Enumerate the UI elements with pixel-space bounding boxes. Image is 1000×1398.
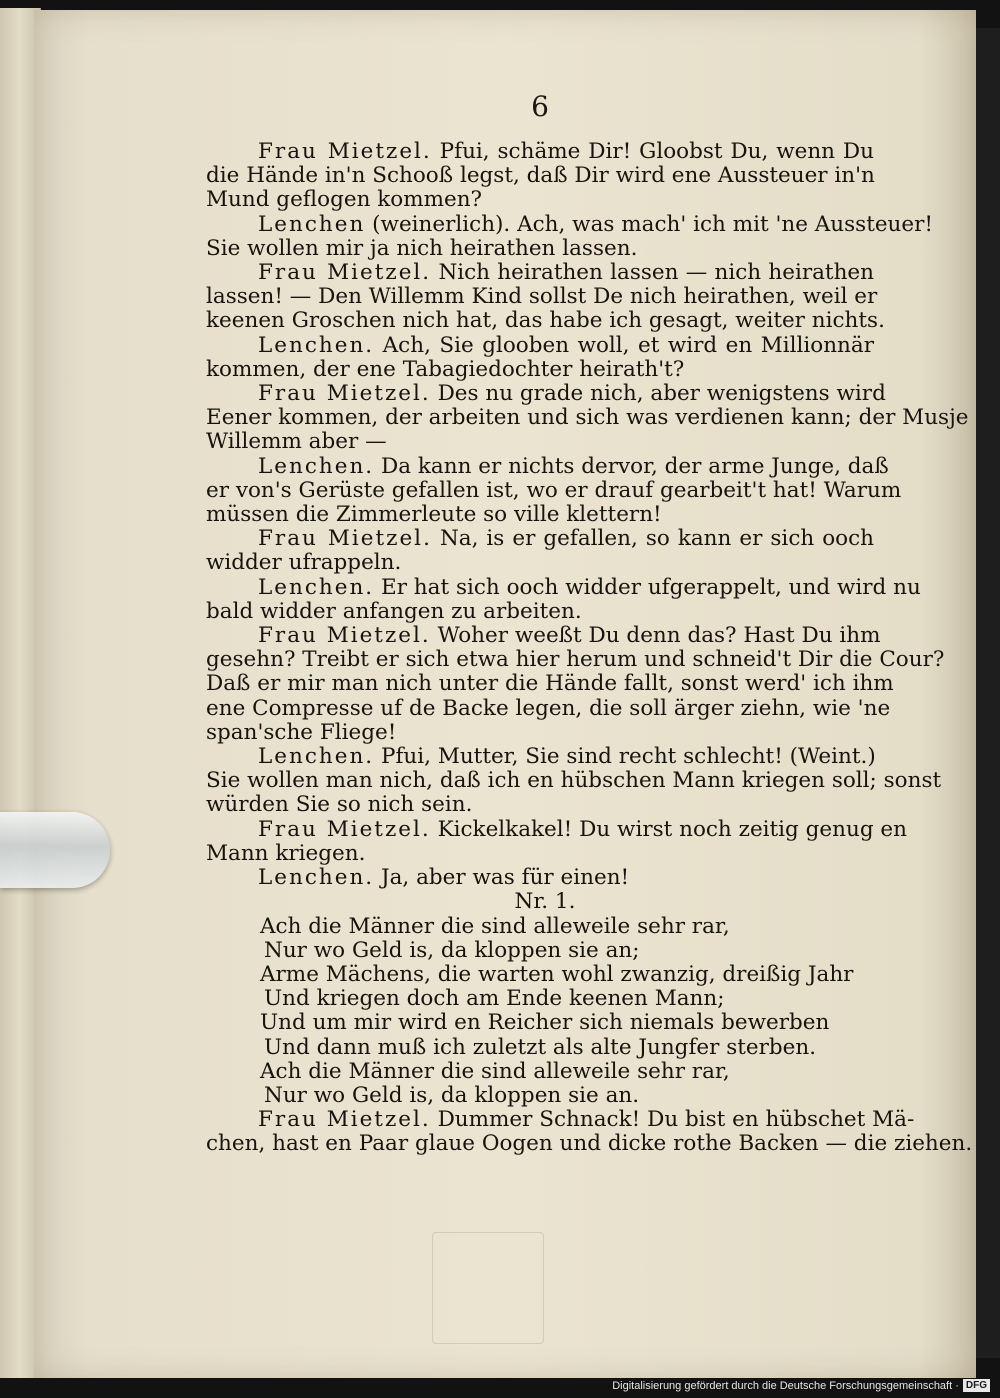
text-line [206,140,874,164]
text-line [206,551,874,575]
text-line [206,188,874,212]
line-text: Mund geflogen kommen? [206,187,483,213]
text-line [206,1131,973,1157]
text-line [206,793,874,817]
text-line [206,574,921,600]
speaker-name: Lenchen [258,211,366,237]
text-line [206,695,891,721]
text-line [206,600,874,624]
text-line [206,237,874,261]
text-line [206,721,874,745]
line-text: Er hat sich ooch widder ufgerappelt, und wird nu [381,574,921,600]
text-line [206,527,874,551]
line-text: Dummer Schnack! Du bist en hübschet Mä- [437,1107,915,1133]
speaker-name: Frau Mietzel. [258,139,432,164]
text-line [206,745,874,769]
text-line [206,334,874,358]
text-line [206,647,945,673]
page-gutter-shadow [976,28,1000,1358]
speaker-name: Lenchen. [258,574,375,600]
text-line [206,284,878,310]
line-text: Pfui, schäme Dir! Gloobst Du, wenn Du [439,139,874,164]
text-line [206,477,902,503]
page-number: 6 [531,90,549,123]
line-text: lassen! — Den Willemm Kind sollst De nich heirathen, weil er [206,284,878,310]
speaker-name: Frau Mietzel. [258,381,431,407]
line-text: span'sche Fliege! [206,719,397,745]
verse-line: Und um mir wird en Reicher sich niemals bewerben [260,1010,830,1036]
line-text: Da kann er nichts dervor, der arme Junge, daß [381,453,889,479]
text-line [206,405,969,431]
speaker-name: Frau Mietzel. [258,1107,431,1133]
speaker-name: Lenchen. [258,332,375,358]
text-line [206,1107,915,1133]
speaker-name: Lenchen. [258,453,375,479]
page-text [206,139,973,1157]
line-text: Des nu grade nich, aber wenigstens wird [437,381,886,407]
line-text: bald widder anfangen zu arbeiten. [206,598,582,624]
text-line [206,816,908,842]
speaker-name: Frau Mietzel. [258,526,432,552]
text-line [206,671,894,697]
text-line [206,453,889,479]
line-text: Ja, aber was für einen! [381,865,630,891]
line-text: keenen Groschen nich hat, das habe ich gesagt, weiter nichts. [206,308,885,334]
speaker-name: Lenchen. [258,865,375,891]
line-text: ene Compresse uf de Backe legen, die soll ärger ziehn, wie 'ne [206,695,891,721]
line-text: Eener kommen, der arbeiten und sich was verdienen kann; der Musje [206,405,969,431]
verse-line: Und kriegen doch am Ende keenen Mann; [264,986,725,1012]
text-line [206,842,874,866]
line-text: würden Sie so nich sein. [206,792,473,818]
line-text: Sie wollen mir ja nich heirathen lassen. [206,235,638,261]
line-text: er von's Gerüste gefallen ist, wo er drauf gearbeit't hat! Warum [206,477,902,503]
speaker-name: Frau Mietzel. [258,260,432,286]
line-text: widder ufrappeln. [206,550,402,576]
line-text: Pfui, Mutter, Sie sind recht schlecht! (Weint.) [381,744,876,770]
line-text: müssen die Zimmerleute so ville klettern! [206,502,662,528]
text-line [206,623,881,649]
speaker-name: Frau Mietzel. [258,623,431,649]
line-text: Willemm aber — [206,429,387,455]
text-line [206,164,874,188]
dfg-logo-icon: DFG [963,1379,990,1392]
digitization-footer [612,1379,990,1392]
song-title: Nr. 1. [514,889,576,915]
text-line [206,261,874,285]
line-text: Ach, Sie glooben woll, et wird en Millionnär [382,332,874,358]
text-line [206,768,942,794]
verse-line: Nur wo Geld is, da kloppen sie an; [264,937,640,963]
page-clip [0,812,110,888]
verse-line: Ach die Männer die sind alleweile sehr rar, [260,1058,730,1084]
line-text: Nich heirathen lassen — nich heirathen [438,260,874,286]
line-text: Kickelkakel! Du wirst noch zeitig genug en [437,816,908,842]
text-line [206,503,874,527]
text-line [206,358,874,382]
verse-line: Und dann muß ich zuletzt als alte Jungfer sterben. [264,1034,817,1060]
line-text: Mann kriegen. [206,840,366,866]
text-line [206,430,874,454]
speaker-name: Frau Mietzel. [258,816,431,842]
text-line [206,381,886,407]
stamp-show-through [432,1232,544,1344]
line-text: Woher weeßt Du denn das? Hast Du ihm [437,623,881,649]
text-line [206,866,874,890]
verse-line: Arme Mächens, die warten wohl zwanzig, dreißig Jahr [260,961,854,987]
speaker-name: Lenchen. [258,744,375,770]
line-text: kommen, der ene Tabagiedochter heirath't? [206,356,685,382]
verse-line: Nur wo Geld is, da kloppen sie an. [264,1082,640,1108]
line-text: gesehn? Treibt er sich etwa hier herum und schneid't Dir die Cour? [206,647,945,673]
line-text: Daß er mir man nich unter die Hände fallt, sonst werd' ich ihm [206,671,894,697]
line-text: chen, hast en Paar glaue Oogen und dicke rothe Backen — die ziehen. [206,1131,973,1157]
line-text: Na, is er gefallen, so kann er sich ooch [439,526,874,552]
text-line [206,211,934,237]
verse-line: Ach die Männer die sind alleweile sehr rar, [260,913,730,939]
line-text: Sie wollen man nich, daß ich en hübschen Mann kriegen soll; sonst [206,768,942,794]
line-text: (weinerlich). Ach, was mach' ich mit 'ne Aussteuer! [372,211,934,237]
text-line [206,308,885,334]
line-text: die Hände in'n Schooß legst, daß Dir wird ene Aussteuer in'n [206,163,875,189]
footer-credit: Digitalisierung gefördert durch die Deutsche Forschungsgemeinschaft · [612,1379,959,1392]
